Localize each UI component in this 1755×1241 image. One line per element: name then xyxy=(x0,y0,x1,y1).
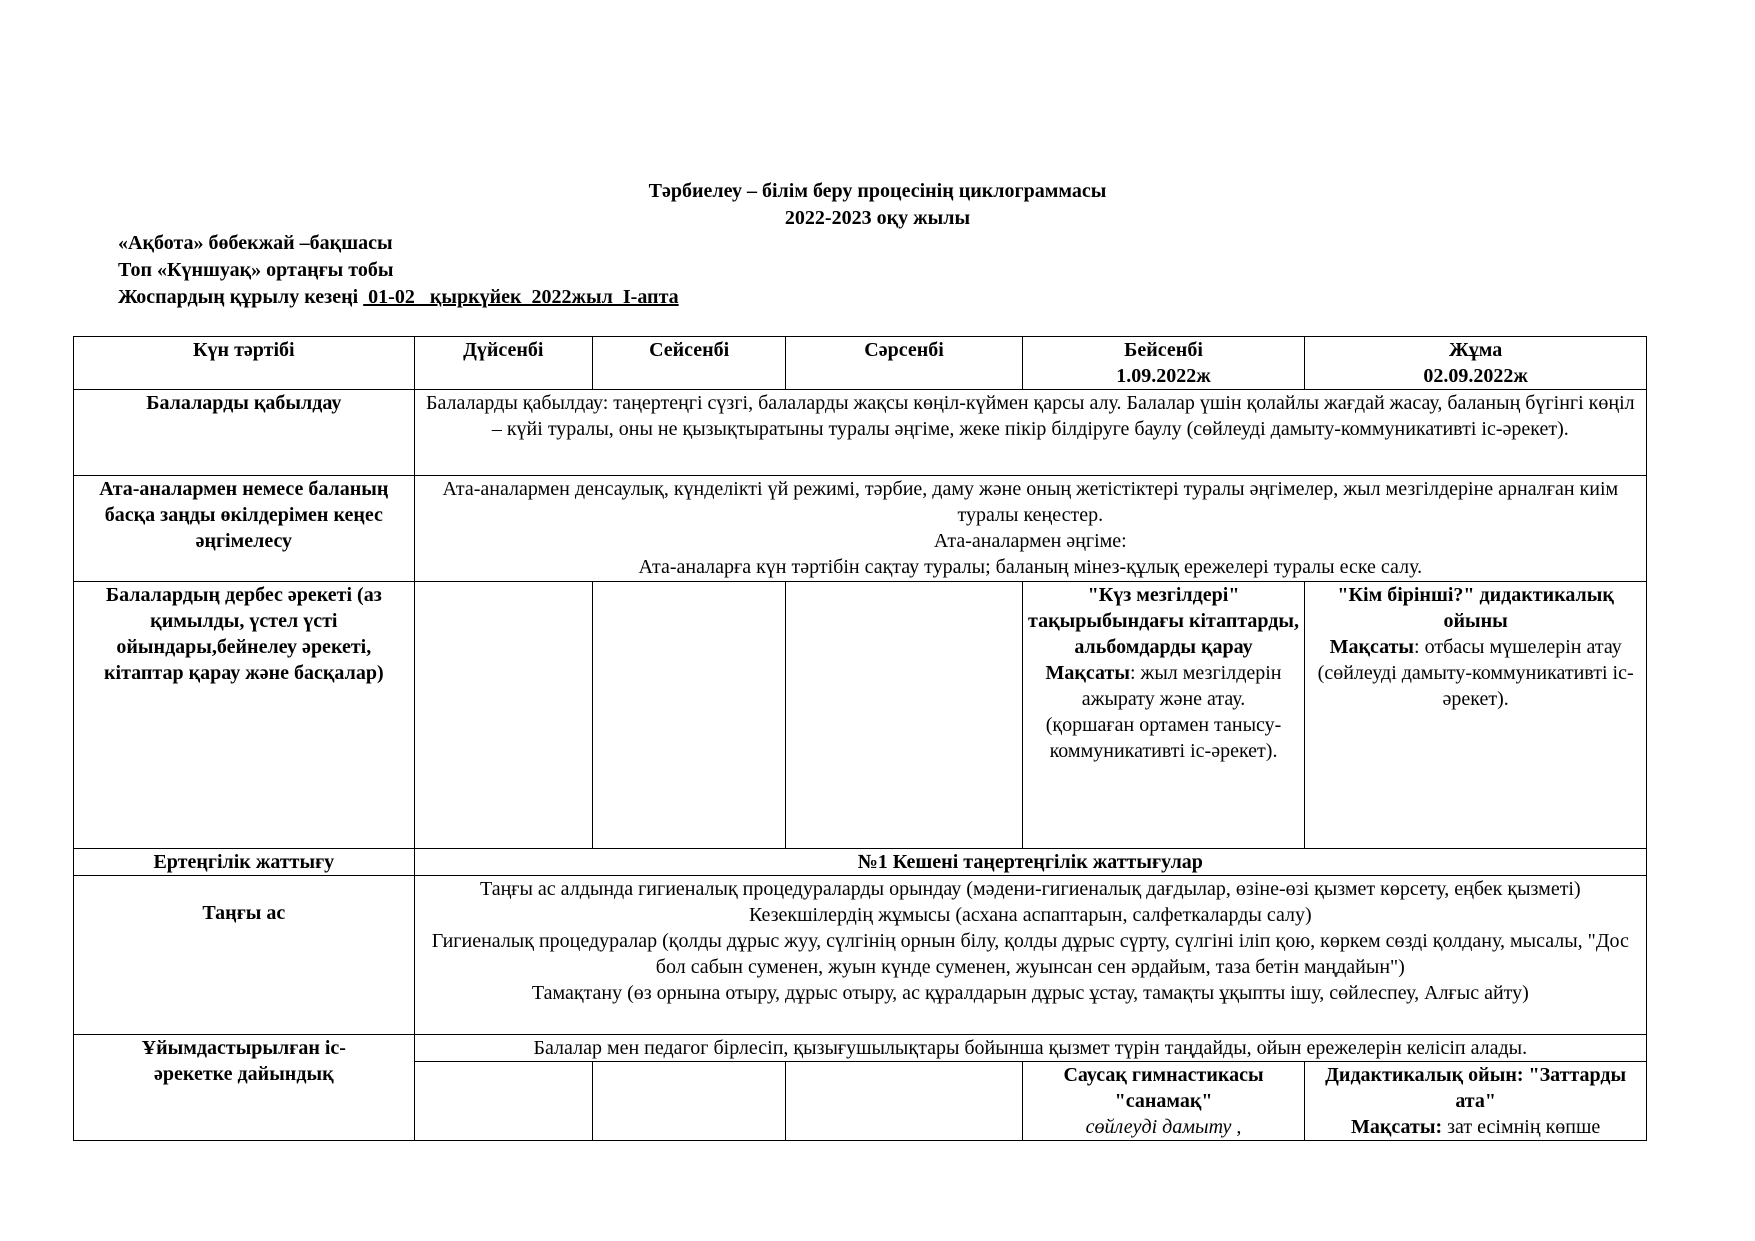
breakfast-line: Таңғы ас алдында гигиеналық процедураларды орындау (мәдени-гигиеналық дағдылар, өзіне-өзі қызмет көрсету, еңбек қызметі) xyxy=(479,878,1581,900)
table-header-row xyxy=(74,337,1647,390)
exercise-text: №1 Кешені таңертеңгілік жаттығулар xyxy=(414,849,1646,876)
table-row xyxy=(74,390,1647,476)
goal-text: : жыл мезгілдерін ажырату және атау. xyxy=(1081,662,1282,710)
header-tuesday: Сейсенбі xyxy=(592,337,785,390)
breakfast-line: Тамақтану (өз орнына отыру, дұрыс отыру, ас құралдарын дұрыс ұстау, тамақты ұқыпты ішу, сөйлеспеу, Алғыс айту) xyxy=(531,982,1529,1004)
parents-line: Ата-аналармен әңгіме: xyxy=(933,530,1127,552)
organized-text: Балалар мен педагог бірлесіп, қызығушылықтары бойынша қызмет түрін таңдайды, ойын ережелерін келісіп алады. xyxy=(414,1035,1646,1062)
organized-thursday-area: сөйлеуді дамыту , xyxy=(1085,1116,1242,1138)
parents-line: Ата-аналармен денсаулық, күнделікті үй режимі, тәрбие, даму және оның жетістіктері туралы әңгімелер, жыл мезгілдеріне арналған киім туралы кеңестер. xyxy=(442,478,1619,526)
breakfast-text xyxy=(414,876,1646,1035)
table-row xyxy=(74,476,1647,582)
independent-friday-goal xyxy=(1310,634,1641,660)
goal-text: зат есімнің көпше xyxy=(1442,1116,1601,1138)
academic-year: 2022-2023 оқу жылы xyxy=(784,207,971,229)
header-thursday-date: 1.09.2022ж xyxy=(1116,365,1211,387)
reception-text: Балаларды қабылдау: таңертеңгі сүзгі, балаларды жақсы көңіл-күймен қарсы алу. Балалар үшін қолайлы жағдай жасау, баланың бүгінгі көңіл – күйі туралы, оны не қызықтыратыны туралы әңгіме, жеке пікір білдіруге баулу (сөйлеуді дамыту-коммуникативті іс-әрекет). xyxy=(414,390,1646,476)
independent-wednesday xyxy=(786,582,1022,849)
goal-text: : отбасы мүшелерін атау xyxy=(1414,636,1622,658)
independent-thursday-goal xyxy=(1028,660,1300,712)
organized-thursday xyxy=(1022,1062,1305,1141)
table-row xyxy=(74,1035,1647,1062)
parents-text xyxy=(414,476,1646,582)
group-name: Топ «Күншуақ» ортаңғы тобы xyxy=(118,259,394,281)
organized-thursday-title: Саусақ гимнастикасы "санамақ" xyxy=(1063,1064,1264,1112)
plan-period-value: 01-02 қыркүйек 2022жыл І-апта xyxy=(363,286,679,308)
table-row xyxy=(74,849,1647,876)
independent-monday xyxy=(414,582,592,849)
header-wednesday: Сәрсенбі xyxy=(786,337,1022,390)
header-thursday-day: Бейсенбі xyxy=(1124,339,1203,361)
header-friday-date: 02.09.2022ж xyxy=(1423,365,1528,387)
row-label-independent: Балалардың дербес әрекеті (аз қимылды, үстел үсті ойындары,бейнелеу әрекеті, кітаптар қарау және басқалар) xyxy=(74,582,415,849)
kindergarten-name: «Ақбота» бөбекжай –бақшасы xyxy=(118,232,393,254)
organized-friday-goal xyxy=(1310,1114,1641,1140)
independent-thursday-title: "Күз мезгілдері" тақырыбындағы кітаптарды, альбомдарды қарау xyxy=(1028,584,1300,658)
breakfast-line: Гигиеналық процедуралар (қолды дұрыс жуу, сүлгінің орнын білу, қолды дұрыс сүрту, сүлгіні іліп қою, көркем сөзді қолдану, мысалы, "Дос бол сабын суменен, жуын күнде суменен, жуынсан сен әрдайым, таза бетін маңдайын") xyxy=(431,930,1629,978)
organized-friday-title: Дидактикалық ойын: "Заттарды ата" xyxy=(1325,1064,1627,1112)
row-label-exercise: Ертеңгілік жаттығу xyxy=(74,849,415,876)
header-friday-day: Жұма xyxy=(1449,339,1503,361)
header-thursday xyxy=(1022,337,1305,390)
organized-tuesday xyxy=(592,1062,785,1141)
independent-friday-title: "Кім бірінші?" дидактикалық ойыны xyxy=(1337,584,1614,632)
organized-wednesday xyxy=(786,1062,1022,1141)
header-schedule: Күн тәртібі xyxy=(74,337,415,390)
row-label-breakfast: Таңғы ас xyxy=(74,876,415,1035)
table-row xyxy=(74,582,1647,849)
independent-thursday xyxy=(1022,582,1305,849)
organized-friday xyxy=(1305,1062,1647,1141)
document-header xyxy=(0,178,1755,232)
row-label-organized: Ұйымдастырылған іс-әрекетке дайындық xyxy=(74,1035,415,1141)
header-monday: Дүйсенбі xyxy=(414,337,592,390)
breakfast-line: Кезекшілердің жұмысы (асхана аспаптарын, салфеткаларды салу) xyxy=(748,904,1312,926)
plan-period-label: Жоспардың құрылу кезеңі xyxy=(118,286,359,308)
goal-label: Мақсаты xyxy=(1329,636,1415,658)
document-title: Тәрбиелеу – білім беру процесінің циклограммасы xyxy=(648,180,1107,202)
goal-label: Мақсаты: xyxy=(1351,1116,1443,1138)
independent-friday xyxy=(1305,582,1647,849)
table-row xyxy=(74,876,1647,1035)
document-meta xyxy=(118,230,679,311)
header-friday xyxy=(1305,337,1647,390)
organized-monday xyxy=(414,1062,592,1141)
plan-period xyxy=(118,284,679,311)
independent-tuesday xyxy=(592,582,785,849)
independent-thursday-area: (қоршаған ортамен танысу-коммуникативті іс-әрекет). xyxy=(1045,714,1282,762)
row-label-parents: Ата-аналармен немесе баланың басқа заңды өкілдерімен кеңес әңгімелесу xyxy=(74,476,415,582)
parents-line: Ата-аналарға күн тәртібін сақтау туралы; баланың мінез-құлық ережелері туралы еске салу. xyxy=(638,556,1423,578)
row-label-reception: Балаларды қабылдау xyxy=(74,390,415,476)
independent-friday-area: (сөйлеуді дамыту-коммуникативті іс-әрекет). xyxy=(1317,662,1634,710)
cyclogram-table xyxy=(73,336,1647,1141)
goal-label: Мақсаты xyxy=(1045,662,1130,684)
